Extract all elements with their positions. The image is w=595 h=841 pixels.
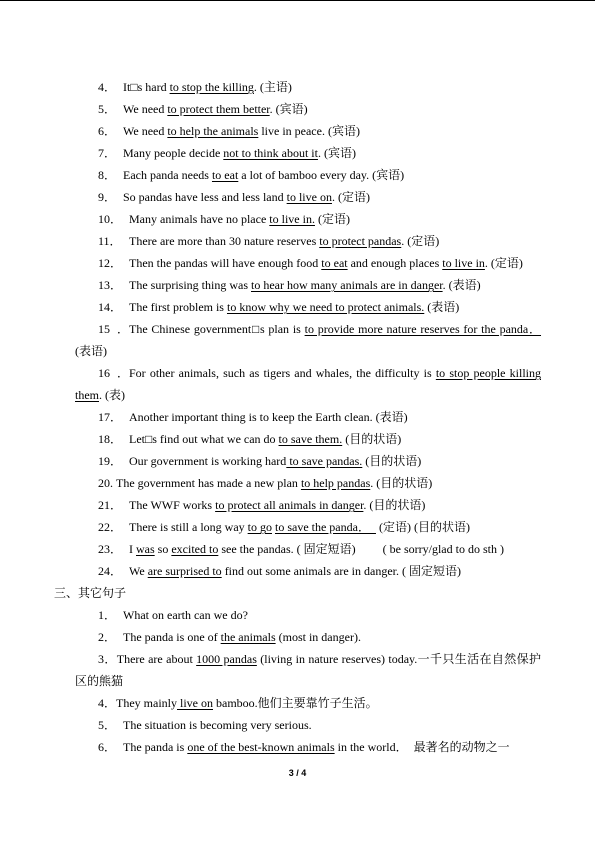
other-sentence-1 — [0, 604, 595, 626]
item-number: 14． — [98, 300, 123, 314]
item-number: 22． — [98, 520, 123, 534]
sentence-item-15-continuation — [0, 340, 595, 362]
item-number: 8． — [98, 168, 117, 182]
other-sentence-3-continuation — [0, 670, 595, 692]
sentence-text: . (定语) — [401, 234, 440, 248]
underlined-phrase: to provide more nature reserves for the panda． — [304, 322, 542, 336]
item-number: 23． — [98, 542, 123, 556]
sentence-text: (most in danger). — [275, 630, 361, 644]
sentence-text: (表语) — [424, 300, 460, 314]
sentence-text: . (目的状语) — [370, 476, 433, 490]
underlined-phrase: to stop people killing — [435, 366, 541, 380]
sentence-item-8 — [0, 164, 595, 186]
underlined-phrase: not to think about it — [223, 146, 318, 160]
sentence-item-13 — [0, 274, 595, 296]
item-number: 11． — [98, 234, 122, 248]
sentence-item-16 — [0, 362, 541, 384]
underlined-phrase: to live in — [442, 256, 485, 270]
underlined-phrase: to live on — [286, 190, 332, 204]
sentence-text: . (定语) — [484, 256, 523, 270]
sentence-text: (定语) (目的状语) — [375, 520, 470, 534]
item-number: 5． — [98, 102, 117, 116]
sentence-text: . (表) — [99, 388, 125, 402]
sentence-text: The government has made a new plan — [116, 476, 301, 490]
underlined-phrase: to live in. — [269, 212, 315, 226]
sentence-text: It□s hard — [123, 80, 170, 94]
other-sentence-4 — [0, 692, 595, 714]
sentence-text: (living in nature reserves) today.一千只生活在自然保护 — [256, 652, 541, 666]
sentence-text: The WWF works — [129, 498, 216, 512]
sentence-text: Many people decide — [123, 146, 224, 160]
sentence-item-10 — [0, 208, 595, 230]
underlined-phrase: to help the animals — [167, 124, 259, 138]
sentence-text: The first problem is — [129, 300, 227, 314]
item-number: 20. — [98, 476, 113, 490]
sentence-item-16-continuation — [0, 384, 595, 406]
sentence-text: The panda is one of — [123, 630, 221, 644]
sentence-text: We — [129, 564, 148, 578]
sentence-text: Our government is working hard — [129, 454, 287, 468]
sentence-text: Many animals have no place — [129, 212, 270, 226]
sentence-item-21 — [0, 494, 595, 516]
sentence-text: . (目的状语) — [363, 498, 426, 512]
underlined-phrase: was — [136, 542, 155, 556]
item-number: 12． — [98, 256, 123, 270]
section-heading — [0, 582, 595, 604]
underlined-phrase: to know why we need to protect animals. — [226, 300, 425, 314]
sentence-text: What on earth can we do? — [123, 608, 248, 622]
section-heading-text: 三、其它句子 — [54, 586, 127, 600]
sentence-text: live in peace. (宾语) — [258, 124, 360, 138]
sentence-text: Let□s find out what we can do — [129, 432, 279, 446]
sentence-text: They mainly — [116, 696, 177, 710]
other-sentence-5 — [0, 714, 595, 736]
sentence-item-18 — [0, 428, 595, 450]
sentence-text: bamboo.他们主要靠竹子生活。 — [213, 696, 378, 710]
sentence-text: Each panda needs — [123, 168, 212, 182]
sentence-text: So pandas have less and less land — [123, 190, 287, 204]
sentence-text: . (表语) — [442, 278, 481, 292]
underlined-phrase: to protect them better — [167, 102, 270, 116]
item-number: 7． — [98, 146, 117, 160]
sentence-item-15 — [0, 318, 541, 340]
item-number: 4． — [98, 696, 117, 710]
page-indicator: 3 / 4 — [288, 768, 307, 778]
sentence-text: (表语) — [75, 344, 107, 358]
item-number: 19． — [98, 454, 123, 468]
sentence-text: and enough places — [347, 256, 443, 270]
item-number: 15． — [98, 322, 129, 336]
item-number: 16． — [98, 366, 129, 380]
underlined-phrase: one of the best-known animals — [187, 740, 335, 754]
underlined-phrase: to stop the killing — [169, 80, 254, 94]
sentence-text: We need — [123, 124, 168, 138]
sentence-text: so — [154, 542, 172, 556]
other-sentence-2 — [0, 626, 595, 648]
underlined-phrase: to eat — [321, 256, 348, 270]
item-number: 9． — [98, 190, 117, 204]
sentence-text: . (定语) — [331, 190, 370, 204]
sentence-text: . (宾语) — [269, 102, 308, 116]
underlined-phrase: live on — [177, 696, 213, 710]
sentence-item-12 — [0, 252, 595, 274]
item-number: 13． — [98, 278, 123, 292]
sentence-item-17 — [0, 406, 595, 428]
underlined-phrase: them — [75, 388, 99, 402]
sentence-text: There are more than 30 nature reserves — [129, 234, 320, 248]
item-number: 10． — [98, 212, 123, 226]
underlined-phrase: to save the panda． — [274, 520, 376, 534]
underlined-phrase: the animals — [220, 630, 276, 644]
sentence-text: We need — [123, 102, 168, 116]
item-number: 6． — [98, 740, 117, 754]
underlined-phrase: to save pandas. — [286, 454, 363, 468]
sentence-text: . (宾语) — [317, 146, 356, 160]
sentence-text: (目的状语) — [362, 454, 422, 468]
underlined-phrase: are surprised to — [147, 564, 222, 578]
item-number: 2． — [98, 630, 117, 644]
sentence-item-6 — [0, 120, 595, 142]
item-number: 6． — [98, 124, 117, 138]
sentence-text: (目的状语) — [342, 432, 402, 446]
sentence-text: (定语) — [314, 212, 350, 226]
item-number: 1． — [98, 608, 117, 622]
sentence-text: a lot of bamboo every day. (宾语) — [238, 168, 405, 182]
sentence-item-11 — [0, 230, 595, 252]
sentence-item-19 — [0, 450, 595, 472]
item-number: 18． — [98, 432, 123, 446]
sentence-item-4 — [0, 76, 595, 98]
underlined-phrase: to go — [247, 520, 272, 534]
top-border — [0, 0, 595, 1]
sentence-text: find out some animals are in danger. ( 固定短语) — [221, 564, 461, 578]
item-number: 3． — [98, 652, 117, 666]
underlined-phrase: to help pandas — [300, 476, 371, 490]
underlined-phrase: to protect all animals in danger — [215, 498, 364, 512]
sentence-item-23 — [0, 538, 595, 560]
underlined-phrase: 1000 pandas — [196, 652, 257, 666]
sentence-text: The panda is — [123, 740, 188, 754]
usage-note: ( be sorry/glad to do sth ) — [382, 542, 504, 556]
item-number: 4． — [98, 80, 117, 94]
item-number: 21． — [98, 498, 123, 512]
chinese-note: 最著名的动物之一 — [413, 740, 510, 754]
underlined-phrase: excited to — [171, 542, 219, 556]
other-sentence-3 — [0, 648, 541, 670]
sentence-text: . (主语) — [253, 80, 292, 94]
sentence-text: The surprising thing was — [129, 278, 251, 292]
other-sentence-6 — [0, 736, 595, 758]
sentence-item-7 — [0, 142, 595, 164]
sentence-text: Then the pandas will have enough food — [129, 256, 322, 270]
underlined-phrase: to eat — [211, 168, 239, 182]
underlined-phrase: to save them. — [278, 432, 343, 446]
sentence-text: There is still a long way — [129, 520, 248, 534]
item-number: 24． — [98, 564, 123, 578]
item-number: 17． — [98, 410, 123, 424]
sentence-item-24 — [0, 560, 595, 582]
underlined-phrase: to hear how many animals are in danger — [251, 278, 443, 292]
item-number: 5． — [98, 718, 117, 732]
sentence-text: Another important thing is to keep the Earth clean. (表语) — [129, 410, 408, 424]
sentence-item-9 — [0, 186, 595, 208]
sentence-item-20 — [0, 472, 595, 494]
sentence-item-14 — [0, 296, 595, 318]
sentence-text: 区的熊猫 — [75, 674, 124, 688]
sentence-item-5 — [0, 98, 595, 120]
sentence-item-22 — [0, 516, 595, 538]
underlined-phrase: to protect pandas — [319, 234, 402, 248]
sentence-text: in the world． — [334, 740, 408, 754]
sentence-text: For other animals, such as tigers and whales, the difficulty is — [129, 366, 436, 380]
sentence-text: I — [129, 542, 136, 556]
sentence-list — [0, 76, 595, 758]
sentence-text: There are about — [116, 652, 197, 666]
sentence-text: The Chinese government□s plan is — [129, 322, 305, 336]
sentence-text: see the pandas. ( 固定短语) — [218, 542, 356, 556]
sentence-text: The situation is becoming very serious. — [123, 718, 312, 732]
